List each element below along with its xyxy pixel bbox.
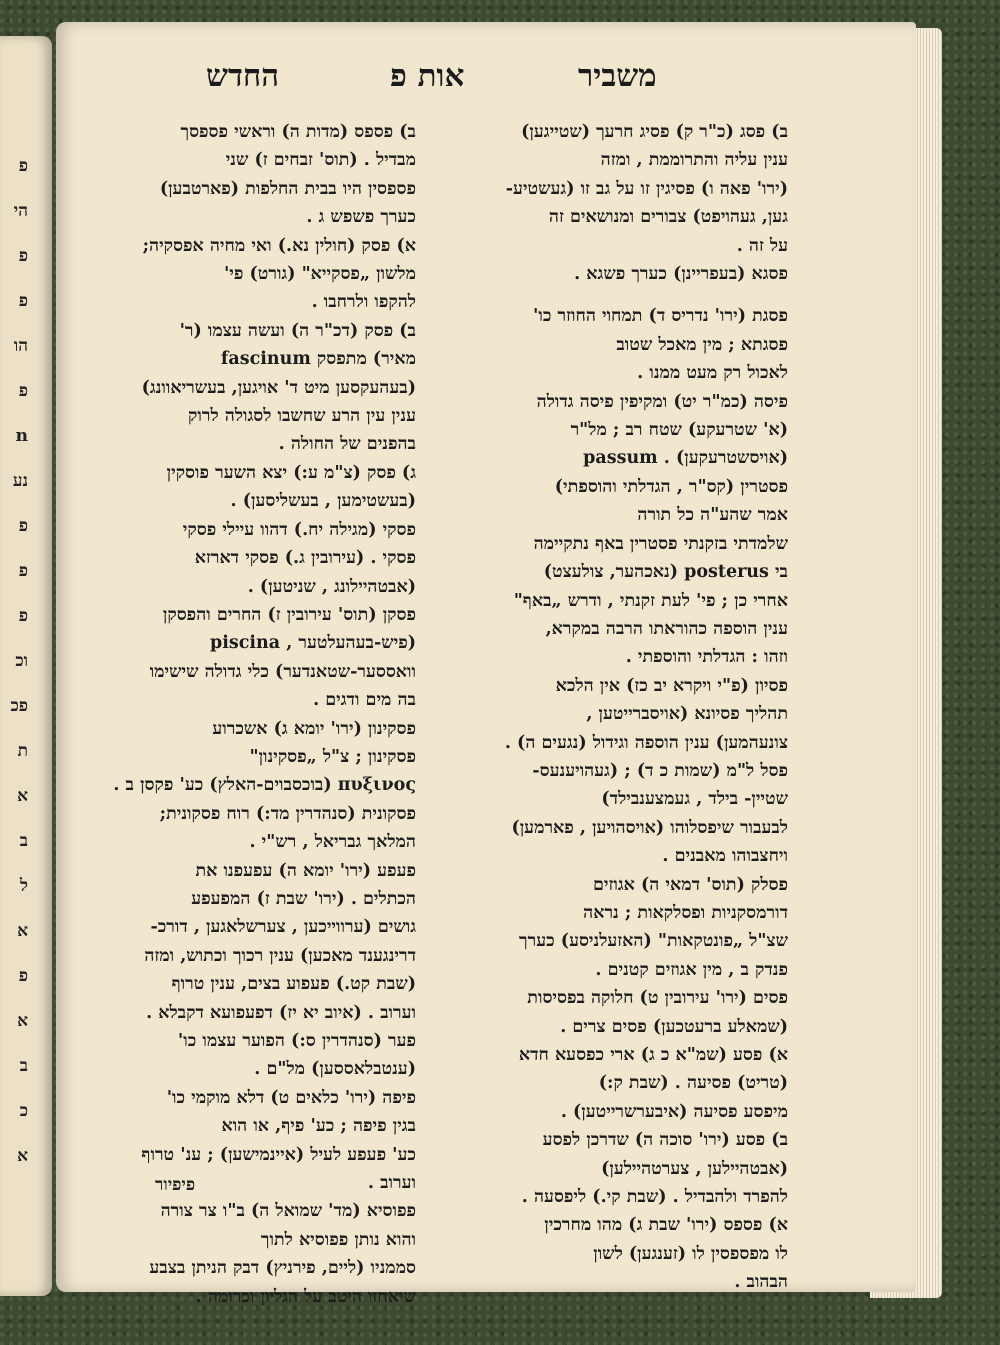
text-line: (טריט) פסיעה . (שבת ק:) xyxy=(598,1073,788,1094)
prev-page-glyph: נע xyxy=(12,471,28,491)
prev-page-glyph: n xyxy=(15,426,28,446)
text-line: (בעהעקסען מיט ד' אויגען, בעשריאוונג) xyxy=(141,377,416,398)
text-line: גען, געהויפט) צבורים ומנושאים זה xyxy=(548,207,788,228)
text-line: הכתלים . (ירו' שבת ז) המפעפע xyxy=(191,888,416,909)
text-line: שלמדתי בזקנתי פסטרין באף נתקיימה xyxy=(533,533,788,554)
text-line: πυξινος (בוכסבוים-האלץ) כע' פקסן ב . xyxy=(113,775,416,796)
text-line: (שבת קט.) פעפוע בצים, ענין טרוף xyxy=(171,974,416,995)
text-line: כע' פעפע לעיל (איינמישען) ; ענ' טרוף xyxy=(141,1144,416,1165)
previous-page-edge xyxy=(0,36,52,1296)
prev-page-glyph: פ xyxy=(18,156,28,176)
prev-page-glyph: א xyxy=(17,1146,28,1166)
text-line: מאיר) מתפסק fascinum xyxy=(220,349,416,370)
text-line: וואססער-שטאנדער) כלי גדולה שישימו xyxy=(149,661,416,682)
text-line: שיאחזו היטב על הגליון וכרומה . xyxy=(195,1286,416,1307)
text-line: וערוב . xyxy=(367,1173,416,1194)
text-line: צונעהמען) ענין הוספה וגידול (נגעים ה) . xyxy=(504,732,788,753)
text-line: מלשון „פסקייא" (גורט) פי' xyxy=(223,264,416,285)
text-line: (אויסשטרעקען) . passum xyxy=(583,448,788,469)
text-line: ויחצבוהו מאבנים . xyxy=(662,846,788,867)
text-line: אמר שהע"ה כל תורה xyxy=(637,505,788,526)
right-column xyxy=(440,118,788,1297)
text-line: פסקינון ; צ"ל „פסקינון" xyxy=(249,746,416,767)
text-line: להקפו ולרחבו . xyxy=(311,292,416,313)
prev-page-glyph: כ xyxy=(19,1101,28,1121)
text-line: פספסין היו בבית החלפות (פארטבען) xyxy=(159,178,416,199)
text-line: בהפנים של החולה . xyxy=(278,434,416,455)
text-line: א) פספס (ירו' שבת ג) מהו מחרכין xyxy=(544,1215,788,1236)
running-head-center: אות פ xyxy=(390,58,465,94)
text-line: מבדיל . (תוס' זבחים ז) שני xyxy=(225,150,416,171)
text-line: שטיין- בילד , געמצענבילד) xyxy=(601,789,788,810)
text-line: פסים (ירו' עירובין ט) חלוקה בפסיסות xyxy=(527,988,788,1009)
prev-page-glyph: וכ xyxy=(15,651,28,671)
text-line: מיפסע פסיעה (איבערשרייטען) . xyxy=(560,1101,788,1122)
text-line: פסטרין (קס"ר , הגדלתי והוספתי) xyxy=(554,476,788,497)
prev-page-glyph: פ xyxy=(18,381,28,401)
prev-page-glyph: הי xyxy=(13,201,28,221)
left-column xyxy=(80,118,416,1311)
text-line: סממניו (ליים, פירניץ) דבק הניתן בצבע xyxy=(149,1258,416,1279)
text-line: א) פסע (שמ"א כ ג) ארי כפסעא חדא xyxy=(518,1045,788,1065)
prev-page-glyph: א xyxy=(17,786,28,806)
text-line: פיפה (ירו' כלאים ט) דלא מוקמי כו' xyxy=(166,1087,416,1108)
text-line: א) פסק (חולין נא.) ואי מחיה אפסקיה; xyxy=(142,235,416,256)
prev-page-glyph: הו xyxy=(13,336,28,356)
text-line: (אבטהיילונג , שניטען) . xyxy=(247,576,416,597)
prev-page-glyph: א xyxy=(17,1011,28,1031)
text-line: פסגתא ; מין מאכל שטוב xyxy=(616,334,788,355)
catchword: פיפיור xyxy=(155,1175,196,1195)
text-line: ב) פספס (מדות ה) וראשי פספסך xyxy=(180,122,416,142)
prev-page-glyph: פ xyxy=(18,966,28,986)
prev-page-glyph: ב xyxy=(19,831,28,851)
text-line: פעפע (ירו' יומא ה) עפעפנו את xyxy=(195,860,416,881)
text-line: ב) פסע (ירו' סוכה ה) שדרכן לפסע xyxy=(542,1130,788,1151)
prev-page-glyph: ב xyxy=(19,1056,28,1076)
text-line: גושים (ערווייכען , צערשלאגען , דורכ- xyxy=(150,917,416,938)
text-line: בי posterus (נאכהער, צולעצט) xyxy=(543,562,788,583)
text-line: פסגת (ירו' נדריס ד) תמחוי החוזר כו' xyxy=(533,306,788,327)
text-line: פער (סנהדרין ס:) הפוער עצמו כו' xyxy=(177,1031,416,1051)
text-line: הבהוב . xyxy=(734,1272,788,1293)
text-line: דורמסקניות ופסלקאות ; נראה xyxy=(583,902,788,923)
text-line: אחרי כן ; פי' לעת זקנתי , ודרש „באף" xyxy=(513,590,788,611)
text-line: ענין עין הרע שחשבו לסגולה לרוק xyxy=(188,406,416,427)
text-line: פסקן (תוס' עירובין ז) החרים והפסקן xyxy=(162,604,416,625)
text-line: וזהו : הגדלתי והוספתי . xyxy=(625,647,788,668)
text-line: לאכול רק מעט ממנו . xyxy=(637,363,788,384)
text-line: כערך פשפש ג . xyxy=(306,207,416,228)
entry-gap xyxy=(440,288,788,302)
prev-page-glyph: פ xyxy=(18,606,28,626)
text-line: והוא נותן פפוסיא לתוך xyxy=(260,1229,416,1250)
text-line: לבעבור שיפסלוהו (אויסהויען , פארמען) xyxy=(511,817,788,838)
text-line: (ענטבלאססען) מל"ם . xyxy=(254,1059,416,1080)
text-line: וערוב . (איוב יא יז) דפעפועא דקבלא . xyxy=(146,1002,416,1023)
text-line: (פיש-בעהעלטער , piscina xyxy=(210,633,416,654)
text-line: להפרד ולהבדיל . (שבת קי.) ליפסעה . xyxy=(521,1187,788,1208)
prev-page-glyph: פ xyxy=(18,246,28,266)
text-line: פסקינון (ירו' יומא ג) אשכרוע xyxy=(212,718,416,739)
prev-page-glyph: ל xyxy=(20,876,28,896)
text-line: פסקי (מגילה יח.) דהוו עיילי פסקי xyxy=(182,519,416,540)
running-head-right: משביר xyxy=(578,58,657,94)
text-line: ג) פסק (צ"מ ע:) יצא השער פוסקין xyxy=(166,462,416,483)
text-line: בה מים ודגים . xyxy=(313,690,416,711)
running-head-left: החדש xyxy=(206,58,280,94)
text-line: ב) פסק (דכ"ר ה) ועשה עצמו (ר' xyxy=(179,320,416,341)
text-line: (א' שטרעקע) שטח רב ; מל"ר xyxy=(570,420,788,441)
prev-page-glyph: פ xyxy=(18,516,28,536)
text-line: פסל ל"מ (שמות כ ד) ; (געהויענעס- xyxy=(532,760,788,781)
text-line: דרינגענד מאכען) ענין רכוך וכתוש, ומזה xyxy=(144,945,416,966)
text-line: בגין פיפה ; כע' פיף, או הוא xyxy=(221,1116,416,1137)
text-line: פנדק ב , מין אגוזים קטנים . xyxy=(595,959,788,980)
text-line: פסקי . (עירובין ג.) פסקי דארזא xyxy=(194,548,416,569)
text-line: (בעשטימען , בעשליסען) . xyxy=(230,491,416,512)
text-line: פסיון (פ"י ויקרא יב כז) אין הלכא xyxy=(555,675,788,696)
text-line: פיסה (כמ"ר יט) ומקיפין פיסה גדולה xyxy=(536,391,788,412)
prev-page-glyph: פ xyxy=(18,561,28,581)
text-line: המלאך גבריאל , רש"י . xyxy=(249,832,416,853)
text-line: ב) פסג (כ"ר ק) פסיג חרעך (שטייגען) xyxy=(521,122,788,142)
prev-page-glyph: א xyxy=(17,921,28,941)
prev-page-glyph: ת xyxy=(17,741,28,761)
text-line: פסקונית (סנהדרין מד:) רוח פסקונית; xyxy=(159,803,416,824)
text-line: לו מפספסין לו (זענגען) לשון xyxy=(593,1243,788,1264)
text-line: תהליך פסיונא (אויסברייטען , xyxy=(586,704,788,725)
prev-page-glyph: פכ xyxy=(10,696,28,716)
text-line: פסלק (תוס' דמאי ה) אגוזים xyxy=(593,874,788,895)
text-line: ענין הוספה כהוראתו הרבה במקרא, xyxy=(545,618,788,639)
text-line: (שמאלע ברעטכען) פסים צרים . xyxy=(560,1016,788,1037)
text-line: פסגא (בעפריינן) כערך פשגא . xyxy=(574,264,788,285)
text-line: שצ"ל „פונטקאות" (האזעלניסע) כערך xyxy=(519,931,788,952)
prev-page-glyph: פ xyxy=(18,291,28,311)
text-line: פפוסיא (מד' שמואל ה) ב"ו צר צורה xyxy=(160,1201,416,1222)
text-line: ענין עליה והתרוממת , ומזה xyxy=(600,150,788,171)
text-line: (ירו' פאה ו) פסיגין זו על גב זו (געשטיע- xyxy=(505,178,788,199)
text-line: (אבטהיילען , צערטהיילען) xyxy=(601,1158,788,1179)
text-line: על זה . xyxy=(736,235,788,256)
